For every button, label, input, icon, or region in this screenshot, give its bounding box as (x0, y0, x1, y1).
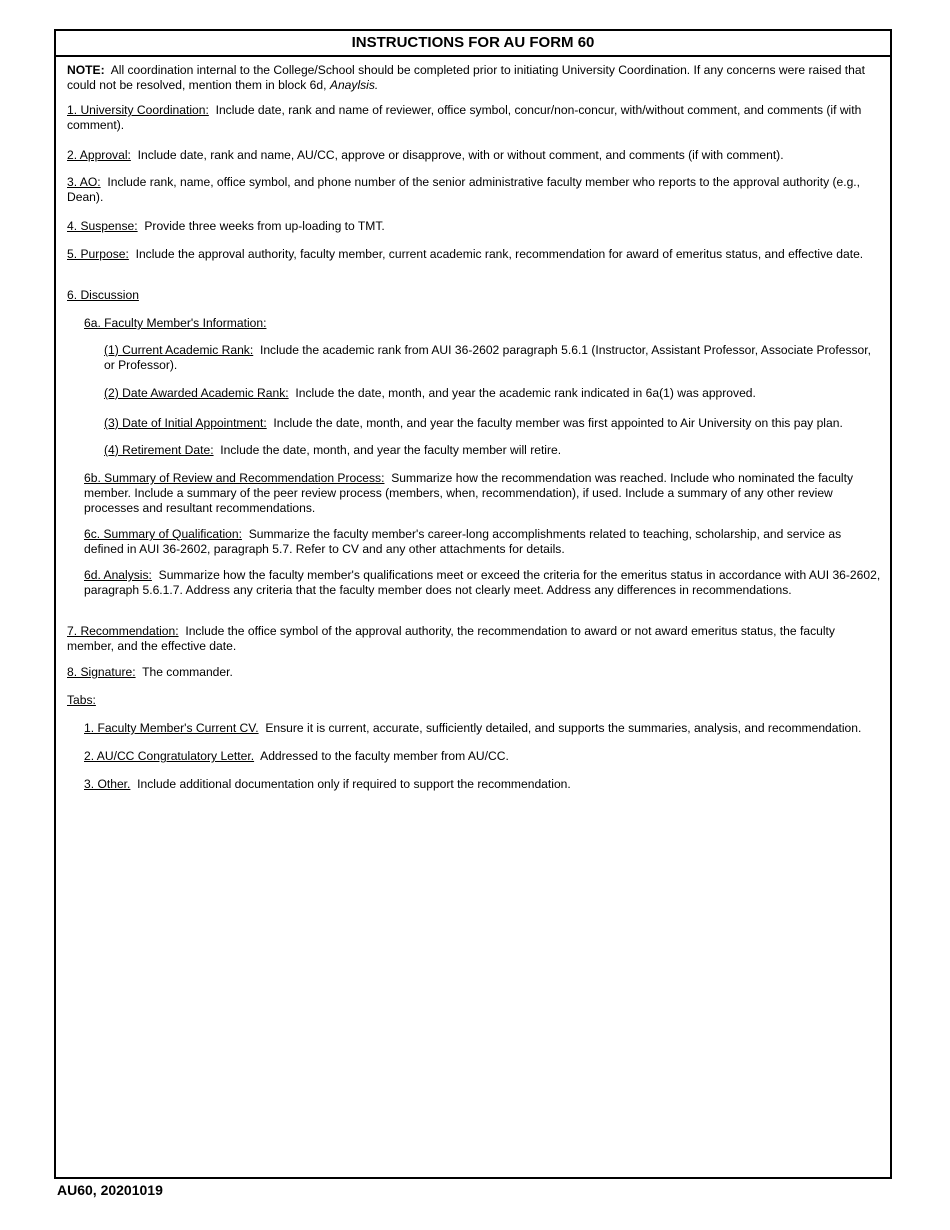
item-approval (67, 148, 877, 163)
item-suspense (67, 219, 877, 234)
item-text: Summarize how the recommendation was reached. Include who nominated the faculty member. Include a summary of the peer review process (members, when, recommendation), if used. Include a summary of any other review processes and resultant recommendations. (84, 471, 854, 515)
item-label: 4. Suspense: (67, 219, 138, 233)
item-label: (3) Date of Initial Appointment: (104, 416, 267, 430)
item-6a1 (104, 343, 884, 373)
item-6c (84, 527, 884, 557)
item-purpose (67, 247, 877, 262)
item-tab2 (84, 749, 884, 764)
item-text: Summarize the faculty member's career-long accomplishments related to teaching, scholarship, and service as defined in AUI 36-2602, paragraph 5.7. Refer to CV and any other attachments for details. (84, 527, 842, 556)
item-6d (84, 568, 884, 598)
item-discussion (67, 288, 877, 303)
item-label: (1) Current Academic Rank: (104, 343, 254, 357)
form-frame (54, 29, 892, 1179)
item-text: Include the academic rank from AUI 36-2602 paragraph 5.6.1 (Instructor, Assistant Professor, Associate Professor, or Professor). (104, 343, 872, 372)
item-university-coordination (67, 103, 877, 133)
note-analysis-ref: Anaylsis. (329, 78, 379, 92)
item-label: 3. AO: (67, 175, 101, 189)
note-paragraph (67, 63, 877, 93)
item-text: Addressed to the faculty member from AU/CC. (260, 749, 509, 763)
form-title: INSTRUCTIONS FOR AU FORM 60 (56, 31, 890, 57)
item-6a2 (104, 386, 884, 401)
item-text: Include the office symbol of the approval authority, the recommendation to award or not award emeritus status, the faculty member, and the effective date. (67, 624, 835, 653)
item-label: 3. Other. (84, 777, 131, 791)
item-label: 6. Discussion (67, 288, 139, 302)
item-text: Include the date, month, and year the academic rank indicated in 6a(1) was approved. (295, 386, 756, 400)
item-label: (2) Date Awarded Academic Rank: (104, 386, 289, 400)
item-text: Include additional documentation only if required to support the recommendation. (137, 777, 571, 791)
item-tab1 (84, 721, 894, 736)
item-label: Tabs: (67, 693, 96, 707)
item-label: 8. Signature: (67, 665, 136, 679)
item-tab3 (84, 777, 884, 792)
item-6b (84, 471, 884, 516)
item-ao (67, 175, 877, 205)
item-label: (4) Retirement Date: (104, 443, 214, 457)
item-text: Include the date, month, and year the faculty member was first appointed to Air University on this pay plan. (273, 416, 843, 430)
item-text: Ensure it is current, accurate, sufficiently detailed, and supports the summaries, analysis, and recommendation. (265, 721, 862, 735)
item-text: The commander. (142, 665, 233, 679)
item-label: 6a. Faculty Member's Information: (84, 316, 267, 330)
item-text: Include date, rank and name, AU/CC, approve or disapprove, with or without comment, and comments (if with comment). (137, 148, 784, 162)
item-label: 7. Recommendation: (67, 624, 179, 638)
item-label: 6c. Summary of Qualification: (84, 527, 242, 541)
item-label: 2. Approval: (67, 148, 131, 162)
item-6a (84, 316, 884, 331)
note-text: All coordination internal to the College/School should be completed prior to initiating University Coordination. If any concerns were raised that could not be resolved, mention them in block 6d, (67, 63, 865, 92)
item-6a3 (104, 416, 884, 431)
item-text: Include rank, name, office symbol, and phone number of the senior administrative faculty member who reports to the approval authority (e.g., Dean). (67, 175, 861, 204)
item-tabs (67, 693, 877, 708)
item-signature (67, 665, 877, 680)
item-label: 5. Purpose: (67, 247, 129, 261)
note-label: NOTE: (67, 63, 105, 77)
item-label: 1. University Coordination: (67, 103, 209, 117)
item-label: 2. AU/CC Congratulatory Letter. (84, 749, 255, 763)
item-text: Include the date, month, and year the faculty member will retire. (220, 443, 562, 457)
item-text: Provide three weeks from up-loading to TMT. (144, 219, 385, 233)
item-6a4 (104, 443, 884, 458)
item-text: Include date, rank and name of reviewer, office symbol, concur/non-concur, with/without comment, and comments (if with comment). (67, 103, 862, 132)
item-label: 6d. Analysis: (84, 568, 152, 582)
item-label: 6b. Summary of Review and Recommendation Process: (84, 471, 385, 485)
item-text: Summarize how the faculty member's qualifications meet or exceed the criteria for the emeritus status in accordance with AUI 36-2602, paragraph 5.6.1.7. Address any criteria that the faculty member does not clearly meet. Address any differences in recommendations. (84, 568, 881, 597)
form-number-footer: AU60, 20201019 (57, 1182, 163, 1198)
item-recommendation (67, 624, 877, 654)
item-text: Include the approval authority, faculty member, current academic rank, recommendation for award of emeritus status, and effective date. (135, 247, 864, 261)
item-label: 1. Faculty Member's Current CV. (84, 721, 259, 735)
